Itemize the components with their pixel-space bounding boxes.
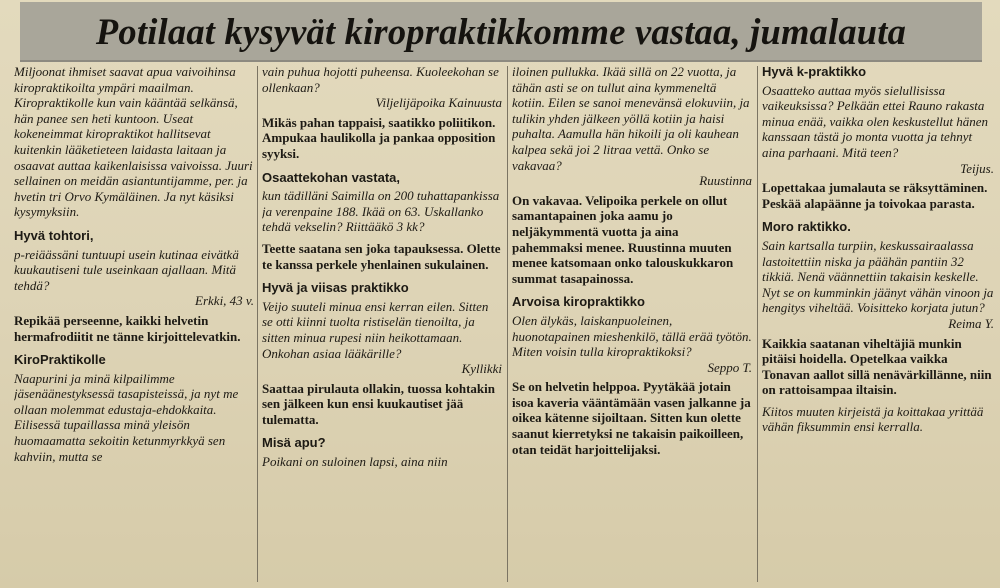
letter-signature: Teijus. — [960, 160, 994, 176]
letter-signature: Viljelijäpoika Kainuusta — [375, 95, 502, 111]
letter-signature: Seppo T. — [707, 359, 752, 375]
letter-heading: Hyvä k-praktikko — [762, 64, 867, 79]
letter-question: Naapurini ja minä kilpailimme jäsenäänestyksessä tasapisteissä, ja nyt me ollaan molemmat edustaja-ehdokkaita. Eilisessä tupaillassa minä yleisön huomaamatta sekoitin ketunmyrkkyä sen kahviin, mutta se — [14, 370, 239, 464]
letter-heading: Osaattekohan vastata, — [262, 169, 401, 185]
letter-question: Poikani on suloinen lapsi, aina niin — [262, 454, 448, 470]
answer-text: Kaikkia saatanan viheltäjiä munkin pitäisi hoidella. Opetelkaa vaikka Tonavan aallot sillä nenävärkillänne, niin on rattoisampaa iltaisin. — [762, 335, 992, 398]
column-divider — [257, 66, 258, 582]
letter-heading: Moro raktikko. — [762, 219, 851, 235]
letter-question: Sain kartsalla turpiin, keskussairaalassa lastoitettiin niska ja päähän pantiin 32 tikkiä. Nenä väännettiin takaisin keskelle. Nyt se on kumminkin jäänyt vähän vinoon ja hengitys viheltää. Voisitteko korjata jutun? — [762, 237, 994, 316]
letter-signature: Erkki, 43 v. — [195, 293, 254, 309]
column-divider — [507, 66, 508, 582]
answer-text: Mikäs pahan tappaisi, saatikko poliitikon. Ampukaa haulikolla ja pankaa opposition syyksi. — [262, 114, 496, 161]
column-2 — [262, 64, 502, 584]
letter-question: Veijo suuteli minua ensi kerran eilen. Sitten se otti kiinni tuolta ristiselän tienoilta, ja sitten minua rupesi niin heikottamaan. Onkohan asiaa lääkärille? — [262, 298, 489, 361]
answer-text: On vakavaa. Velipoika perkele on ollut samantapainen joka aamu jo neljäkymmentä vuotta ja aina pahemmaksi menee. Ruustinna muuten menee katsomaan onko talouskukkaron summat tasapainossa. — [512, 192, 734, 286]
letter-question: vain puhua hojotti puheensa. Kuoleekohan se ollenkaan? — [262, 64, 499, 95]
letter-question: Osaatteko auttaa myös sielullisissa vaikeuksissa? Pelkään ettei Rauno rakasta minua enää, vaikka olen keskustellut hänen kanssaan tästä jo monta vuotta ja tehnyt aina parhaani. Mitä teen? — [762, 82, 988, 160]
intro-text: Miljoonat ihmiset saavat apua vaivoihinsa kiropraktikoilta ympäri maailman. Kiropraktikolle kun vain kääntää selkänsä, hän panee sen heti kuntoon. Useat kokeneimmat kiropraktikot hallitsevat kuitenkin lääketieteen laidasta laitaan ja osaavat auttaa kaikenlaisissa vaivoissa. Juuri sellainen on meidän asiantuntijamme, per. ja hvetin tri Orvo Kymäläinen. Ja nyt käsiksi kysymyksiin. — [14, 64, 253, 220]
letter-heading: Misä apu? — [262, 435, 326, 451]
headline-band — [20, 2, 982, 62]
column-3 — [512, 64, 752, 584]
letter-heading: Arvoisa kiropraktikko — [512, 294, 645, 310]
letter-heading: KiroPraktikolle — [14, 352, 106, 368]
letter-signature: Ruustinna — [699, 173, 752, 189]
column-4 — [762, 64, 994, 584]
column-1 — [14, 64, 254, 584]
answer-text: Teette saatana sen joka tapauksessa. Olette te kanssa perkele yhenlainen sukulainen. — [262, 240, 501, 272]
answer-text: Saattaa pirulauta ollakin, tuossa kohtakin sen jälkeen kun ensi kuukautiset jää tulematta. — [262, 380, 495, 427]
letter-question: kun tädilläni Saimilla on 200 tuhattapankissa ja verenpaine 188. Ikää on 63. Uskallanko tehdä vekselin? Riittääkö 3 kk? — [262, 188, 500, 235]
letter-heading: Hyvä tohtori, — [14, 227, 94, 243]
answer-text: Repikää perseenne, kaikki helvetin hermafrodiitit ne tänne kirjoittelevatkin. — [14, 312, 241, 344]
letter-question: iloinen pullukka. Ikää sillä on 22 vuotta, ja tähän asti se on tullut aina kymmeneltä kotiin. Eilen se sanoi menevänsä elokuviin, ja tulikin yhden jälkeen yöllä kotiin ja haisi puhalta. Aamulla hän hikoili ja oli kauhean kalpea sekä joi 2 litraa vettä. Onko se vakavaa? — [512, 64, 750, 173]
letter-question: p-reiäässäni tuntuupi usein kutinaa eivätkä kuukautiseni tule useinkaan ajallaan. Mitä tehdä? — [14, 246, 239, 293]
column-divider — [757, 66, 758, 582]
letter-question: Olen älykäs, laiskanpuoleinen, huonotapainen mieshenkilö, tällä erää työtön. Miten voisin tulla kiropraktikoksi? — [512, 312, 752, 360]
letter-signature: Reima Y. — [948, 315, 994, 331]
letter-heading: Hyvä ja viisas praktikko — [262, 280, 409, 296]
letter-signature: Kyllikki — [461, 361, 502, 377]
answer-text: Lopettakaa jumalauta se räksyttäminen. Peskää alapäänne ja toivokaa parasta. — [762, 180, 988, 211]
closing-text: Kiitos muuten kirjeistä ja koittakaa yrittää vähän fiksummin ensi kerralla. — [762, 403, 984, 435]
page-headline: Potilaat kysyvät kiropraktikkomme vastaa, jumalauta — [95, 10, 907, 52]
answer-text: Se on helvetin helppoa. Pyytäkää jotain isoa kaveria vääntämään vasen jalkanne ja oikea kätenne sijoiltaan. Sitten kun olette saanut kierretyksi ne takaisin paikoilleen, otan teidät harjoittelijaksi. — [512, 379, 751, 457]
